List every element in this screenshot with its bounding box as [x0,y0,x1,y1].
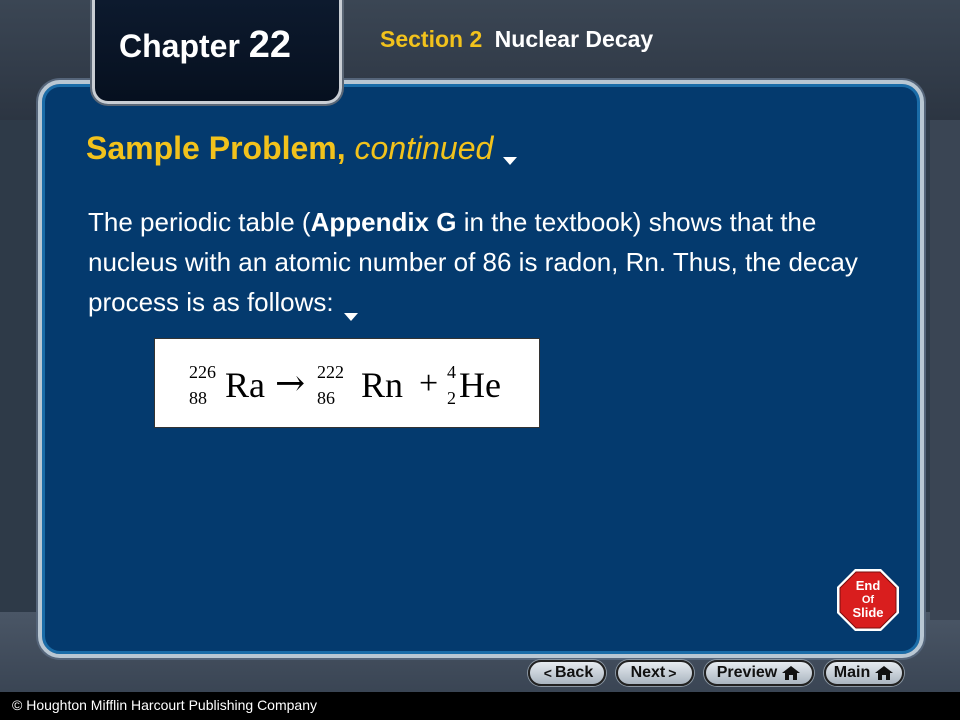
arrow-down-icon [344,313,358,321]
decay-equation [154,338,540,428]
footer-bar [0,692,960,720]
end-of-slide-icon[interactable] [836,568,900,632]
body-part1: The periodic table ( [88,207,311,237]
chapter-number: 22 [248,24,292,66]
home-icon [874,665,894,681]
arrow-down-icon [503,157,517,165]
back-button[interactable] [528,660,606,686]
heading-bold: Sample Problem, [86,130,346,166]
body-part2: in the textbook) shows that the nucleus with an atomic number of 86 is radon, Rn. Thus, the decay process is as follows: [88,207,858,317]
reaction-arrow-icon: → [275,363,306,404]
nuclide-symbol: He [459,365,501,405]
copyright-text: © Houghton Mifflin Harcourt Publishing Company [12,697,317,713]
end-slide-line1: End [855,578,881,593]
content-panel [38,80,924,658]
next-label: Next [630,664,666,681]
preview-label: Preview [716,664,778,681]
nuclide-symbol: Rn [361,365,404,405]
body-paragraph [88,202,888,322]
end-slide-line3: Slide [852,605,884,620]
nuclide-mass: 222 [317,362,344,382]
main-label: Main [833,664,871,681]
nuclide-mass: 226 [189,362,216,382]
plus-sign: + [419,365,439,402]
body-bold: Appendix G [310,207,457,237]
section-label: Section 2 [380,26,483,52]
section-title: Nuclear Decay [494,26,654,52]
background-right-edge [930,120,960,620]
preview-button[interactable] [704,660,814,686]
next-button[interactable] [616,660,694,686]
nuclide-symbol: Ra [225,365,265,405]
chapter-label [119,24,291,67]
home-icon [781,665,801,681]
nuclide-mass: 4 [447,362,456,382]
arrow-left-icon: < [543,665,552,681]
slide-heading [86,130,517,167]
nuclide-atomic: 88 [189,388,207,408]
nuclide-atomic: 2 [447,388,456,408]
arrow-right-icon: > [668,665,677,681]
chapter-tab [92,0,342,104]
back-label: Back [554,664,594,681]
section-header [380,26,653,53]
nuclide-atomic: 86 [317,388,335,408]
heading-italic: continued [354,130,494,166]
end-slide-line2: Of [861,594,875,606]
main-button[interactable] [824,660,904,686]
chapter-word: Chapter [119,28,240,64]
